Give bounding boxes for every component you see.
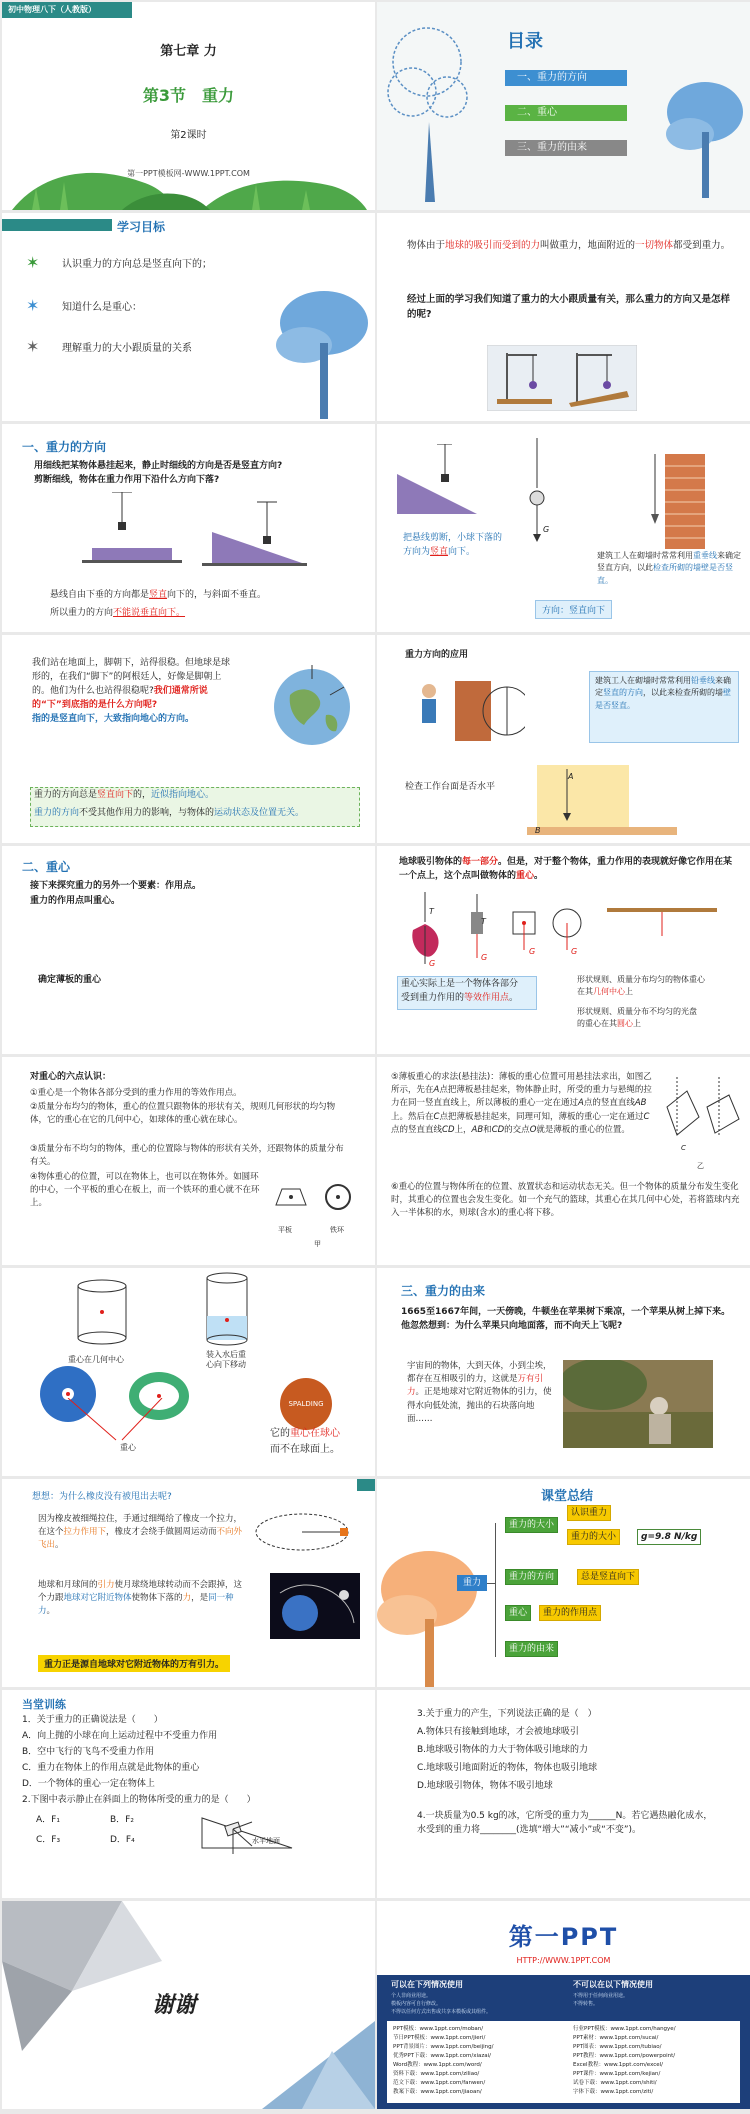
text-run: 。 (509, 992, 519, 1003)
text-run: 地球的吸引而受到的力 (445, 240, 541, 251)
cg-intro-1: 接下来探究重力的另外一个要素：作用点。 (30, 881, 202, 891)
text-run: 引力 (97, 1580, 115, 1590)
goal-1: 认识重力的方向总是竖直向下的； (62, 259, 212, 270)
text-run: 建筑工人在砌墙时常常利用 (597, 551, 693, 560)
text-run: 地球和月球间的 (38, 1580, 98, 1590)
question-1: 1．关于重力的正确说法是（ ） (22, 1715, 163, 1725)
text-run: 上 (625, 987, 633, 997)
text-run: 几何中心 (593, 987, 625, 997)
ground-label: 水平地面 (252, 1837, 280, 1845)
text-run: 。正是地球对它附近物体的引力，使得水向低处流，抛出的石块落向地面…… (407, 1387, 552, 1424)
text-run: 重心在球心 (290, 1428, 340, 1439)
cg-figures (407, 892, 737, 972)
question-2: 2.下图中表示静止在斜面上的物体所受的重力的是（ ） (22, 1795, 256, 1805)
text-run: 重心实际上是一个物体各部分 (401, 979, 519, 989)
text-run: 悬线自由下垂的方向都是 (50, 590, 150, 600)
link-item[interactable]: PPT课件：www.1ppt.com/kejian/ (573, 2071, 661, 2077)
connector (487, 1583, 495, 1584)
practice-title: 当堂训练 (22, 1698, 66, 1711)
text-run: ，是 (191, 1593, 209, 1604)
text-run: 向下的，与斜面不垂直。 (167, 590, 267, 600)
text-run: 不向外飞出 (38, 1527, 243, 1551)
goals-title: 学习目标 (117, 220, 166, 234)
pendulum-figure (487, 345, 637, 411)
section-heading: 二、重心 (22, 860, 71, 874)
cg-definition (399, 856, 739, 884)
text-run: 重力的方向总是 (34, 790, 98, 800)
brick-wall-figure (635, 444, 715, 554)
root-node: 重力 (457, 1575, 487, 1591)
text-run: 所以重力的方向 (50, 608, 114, 618)
section-heading: 三、重力的由来 (401, 1284, 486, 1298)
link-item[interactable]: PPT教程：www.1ppt.com/powerpoint/ (573, 2053, 676, 2059)
ring-label: 铁环 (330, 1226, 344, 1234)
question-4: 4.一块质量为0.5 kg的冰，它所受的重力为______N。若它遇热融化成水，水受到的重力将________(选填“增大”“减小”或“不变”)。 (417, 1811, 713, 1835)
text-run: 是否竖直。 (595, 700, 635, 710)
text-run: 都受到重力。 (673, 240, 731, 251)
text-run: 的重心在其 (577, 1019, 617, 1029)
text-run: 上 (633, 1019, 641, 1029)
summary-line-1 (34, 789, 360, 803)
slide-gravity-direction (2, 424, 375, 632)
text-run: 地球吸引物体的 (399, 857, 463, 867)
plate-ring-figure (272, 1175, 362, 1225)
text-run: 地球对它附近物体 (63, 1593, 132, 1604)
text-run: 不能说垂直向下。 (113, 608, 186, 618)
option-d[interactable]: D．一个物体的重心一定在物体上 (22, 1779, 155, 1789)
text-run: 不受其他作用力的影响，与物体的 (79, 808, 215, 818)
text-run: 力 (182, 1593, 192, 1604)
weight-label: G (429, 959, 436, 968)
slide-summary (377, 1479, 750, 1687)
link-item[interactable]: 范文下载：www.1ppt.com/fanwen/ (393, 2080, 486, 2086)
slide-practice-2 (377, 1690, 750, 1898)
text-run: 检查所砌的墙壁是否竖直。 (597, 563, 733, 585)
text-run: 拉力作用下 (63, 1527, 107, 1538)
node-g-value: g=9.8 N/kg (637, 1529, 701, 1545)
label-a: A (568, 772, 574, 781)
disallowed-item: 不得转售。 (573, 2001, 599, 2007)
star-blue-icon: ✶ (26, 296, 40, 315)
figure-label: 乙 (697, 1162, 704, 1170)
gravity-question: 经过上面的学习我们知道了重力的大小跟质量有关，那么重力的方向又是怎样的呢? (407, 294, 731, 320)
allowed-item: 个人非商业用途。 (391, 1993, 432, 1999)
section-title: 第3节 重力 (142, 86, 235, 105)
text-run: 指的是竖直向下，大致指向地心的方向。 (32, 713, 195, 724)
suspension-figure (657, 1077, 747, 1157)
text-run: AB (471, 1124, 484, 1135)
text-run: 重心 (516, 870, 535, 881)
text-run: 来确定 (595, 676, 731, 698)
links-column-1 (393, 2025, 563, 2097)
text-run: ⑤薄板重心的求法(悬挂法)：薄板的重心位置可用悬挂法求出，如图乙所示，先在 (391, 1072, 652, 1096)
application-title: 重力方向的应用 (405, 650, 469, 660)
g-label: G (543, 525, 550, 534)
answer-2 (50, 607, 370, 621)
text-run: 物体由于 (407, 240, 446, 251)
level-check-label: 检查工作台面是否水平 (405, 782, 496, 792)
text-run: 形状规则、质量分布不均匀的光盘 (577, 1007, 697, 1016)
node-cg: 重心 (505, 1605, 531, 1621)
text-run: 受到重力作用的 (401, 992, 465, 1003)
link-item[interactable]: PPT素材：www.1ppt.com/sucai/ (573, 2035, 659, 2041)
slide-gravity-intro (377, 213, 750, 421)
weight-label: G (571, 947, 578, 956)
text-run: O (529, 1124, 537, 1135)
option-c[interactable]: C．重力在物体上的作用点就是此物体的重心 (22, 1763, 200, 1773)
text-run: 竖直向下 (97, 790, 134, 800)
eraser-explanation (38, 1513, 248, 1553)
contents-item-1[interactable]: 一、重力的方向 (505, 70, 627, 86)
links-column-2 (573, 2025, 738, 2097)
weight-label: G (481, 953, 488, 962)
point-2: ②质量分布均匀的物体，重心的位置只跟物体的形状有关，规则几何形状的均匀物体，它的重心在它的几何中心，如球体的重心就在球心。 (30, 1102, 336, 1126)
pointer-lines (62, 1398, 172, 1448)
point-4: ④物体重心的位置，可以在物体上，也可以在物体外。如圆环的中心，一个平板的重心在板上，而一个铁环的重心就不在环上。 (30, 1172, 260, 1209)
text-run: 而不在球面上。 (270, 1444, 340, 1455)
text-run: 心向下移动 (206, 1360, 246, 1370)
point-1: ①重心是一个物体各部分受到的重力作用的等效作用点。 (30, 1088, 242, 1098)
eraser-swing-figure (252, 1507, 352, 1557)
text-run: 近似指向地心。 (151, 790, 215, 800)
slide-think (2, 1479, 375, 1687)
text-run: 点把薄板悬挂起来，物体静止时，所受的重力与悬绳的拉力在同一竖直直线上，所以薄板的重心一定在通过 (391, 1085, 652, 1109)
text-run: 。 (534, 870, 544, 881)
text-run: 向下。 (448, 546, 476, 557)
text-run: 点把薄板悬挂起来，同理可知，薄板的重心一定在通过 (439, 1111, 644, 1122)
text-run: 上， (454, 1124, 472, 1135)
contents-title: 目录 (507, 31, 543, 52)
fall-direction-text (403, 532, 523, 560)
text-run: 它的 (270, 1428, 290, 1439)
basketball: SPALDING (280, 1378, 332, 1430)
lesson-label: 第2课时 (170, 130, 207, 141)
link-item[interactable]: Word教程：www.1ppt.com/word/ (393, 2062, 482, 2068)
node-know: 认识重力 (567, 1505, 611, 1521)
cg-intro-2: 重力的作用点叫重心。 (30, 896, 121, 906)
heading-bar (2, 219, 112, 231)
slide-practice-1 (2, 1690, 375, 1898)
goal-3: 理解重力的大小跟质量的关系 (62, 343, 192, 354)
label-b: B (535, 826, 541, 835)
text-run: 的， (133, 790, 152, 800)
point-c-label: C (681, 1144, 686, 1152)
text-run: 重力的方向 (34, 808, 80, 818)
course-badge: 初中物理八下（人教版） (2, 2, 132, 18)
text-run: 壁 (723, 688, 731, 698)
slide-earth-down (2, 635, 375, 843)
star-green-icon: ✶ (26, 253, 40, 272)
text-run: 就是薄板的重心的位置。 (536, 1124, 630, 1135)
text-run: 运动状态及位置无关。 (214, 808, 305, 818)
text-run: AB (634, 1098, 647, 1109)
slide-cg-definition (377, 846, 750, 1054)
disallowed-item: 不得用于任何商业用途。 (573, 1993, 629, 1999)
brand-logo: 第一PPT (508, 1923, 619, 1951)
contents-item-3[interactable]: 三、重力的由来 (505, 140, 627, 156)
link-item[interactable]: PPT模板：www.1ppt.com/moban/ (393, 2026, 484, 2032)
regular-shape-note (577, 974, 747, 999)
slide-gravity-origin (377, 1268, 750, 1476)
application-note-text (595, 675, 737, 712)
hanging-block-figures (82, 492, 312, 572)
text-run: CD (491, 1124, 505, 1135)
disc-note (577, 1006, 747, 1031)
text-run: 把悬线剪断，小球下落的 (403, 533, 503, 543)
node-origin: 重力的由来 (505, 1641, 558, 1657)
text-run: 装入水后重 (206, 1350, 246, 1359)
text-run: C (643, 1111, 650, 1122)
globe-figure (270, 665, 354, 749)
text-run: A (578, 1098, 584, 1109)
slide-cg-examples (2, 1268, 375, 1476)
slide-center-of-gravity (2, 846, 375, 1054)
text-run: 竖直的方向 (603, 688, 643, 698)
allowed-item: 不得以任何方式出售或共享本模板或其组件。 (391, 2009, 492, 2015)
text-run: 在其 (577, 987, 593, 997)
tree-illustration (274, 283, 374, 421)
text-run: 使月球绕地球转动而不会跟掉，这个力跟 (38, 1580, 243, 1604)
points-title: 对重心的六点认识： (30, 1072, 112, 1082)
slide-contents (377, 2, 750, 210)
text-run: 每一部分 (462, 857, 499, 867)
link-item[interactable]: 字体下载：www.1ppt.com/ziti/ (573, 2089, 654, 2095)
allowed-item: 模板内容可自行修改。 (391, 2001, 442, 2007)
tension-label: T (481, 917, 486, 926)
link-item[interactable]: PPT背景图片：www.1ppt.com/beijing/ (393, 2044, 494, 2050)
tree-illustration-right (660, 72, 750, 202)
text-run: CD (442, 1124, 455, 1135)
link-item[interactable]: 节日PPT模板：www.1ppt.com/jieri/ (393, 2035, 486, 2041)
text-run: 的交点 (504, 1124, 530, 1135)
text-run: ，橡皮才会绕手做圆周运动而 (106, 1527, 217, 1538)
question-2: 剪断细线，物体在重力作用下沿什么方向下落? (34, 475, 220, 485)
think-question: 想想：为什么橡皮没有被甩出去呢? (32, 1492, 172, 1502)
text-run: 上。然后在 (391, 1111, 434, 1122)
option-b[interactable]: B．F₂ (110, 1815, 134, 1825)
grass-decoration (2, 152, 375, 210)
question-3: 3.关于重力的产生，下列说法正确的是（ ） (417, 1709, 597, 1719)
moon-explanation (38, 1579, 248, 1619)
direction-badge: 方向：竖直向下 (535, 600, 612, 619)
text-run: C (433, 1111, 440, 1122)
text-run: 竖直 (430, 546, 449, 557)
text-run: 我们站在地面上，脚朝下，站得很稳。但地球是球形的，在我们“脚下”的阿根廷人，好像是脚朝上的。他们为什么也站得很稳呢? (32, 658, 231, 696)
goal-2: 知道什么是重心： (62, 302, 142, 313)
newton-story: 1665至1667年间，一天傍晚，牛顿坐在苹果树下乘凉，一个苹果从树上掉下来。他忽然想到：为什么苹果只向地面落，而不向天上飞呢? (401, 1307, 731, 1331)
text-run: 叫做重力，地面附近的 (540, 240, 636, 251)
text-run: 和 (483, 1124, 492, 1135)
slide-thanks (2, 1901, 375, 2109)
tree-decoration (377, 1519, 487, 1687)
tree-illustration (377, 2, 487, 210)
text-run: 使物体下落的 (131, 1593, 183, 1604)
text-run: 等效作用点 (464, 992, 510, 1003)
water-label (206, 1350, 246, 1371)
slide-suspension-method (377, 1057, 750, 1265)
option-c[interactable]: C．F₃ (36, 1835, 61, 1845)
text-run: 。 (46, 1606, 56, 1617)
text-run: A (433, 1085, 440, 1096)
cylinder-figure (72, 1278, 132, 1348)
summary-line-2 (34, 807, 360, 821)
slide-learning-goals (2, 213, 375, 421)
weight-label: G (529, 947, 536, 956)
text-run: 竖直 (149, 590, 168, 600)
text-run: 重垂线 (693, 551, 717, 560)
option-b[interactable]: B.地球吸引物体的力大于物体吸引地球的力 (417, 1745, 589, 1755)
figure-label: 甲 (314, 1240, 321, 1248)
slide-cg-points (2, 1057, 375, 1265)
slide-plumb-line (377, 424, 750, 632)
text-run: 圆心 (617, 1019, 633, 1029)
cg-highlight-text (401, 978, 535, 1006)
connector (495, 1523, 496, 1657)
allowed-heading: 可以在下列情况使用 (391, 1980, 463, 1989)
section-heading: 一、重力的方向 (22, 440, 107, 454)
cut-string-figure (397, 444, 487, 524)
brand-url: HTTP://WWW.1PPT.COM (516, 1956, 611, 1965)
slide-title (2, 2, 375, 210)
text-run: 。 (55, 1540, 64, 1551)
cg-position-text: ⑥重心的位置与物体所在的位置、放置状态和运动状态无关。但一个物体的质量分布发生变化时，其重心的位置也会发生变化。如一个充气的篮球，其重心在其几何中心处，若将篮球内充入一半体积的水，则球(含水)的重心将下移。 (391, 1182, 740, 1219)
link-item[interactable]: PPT图表：www.1ppt.com/tubiao/ (573, 2044, 662, 2050)
ball-fall-figure (517, 438, 557, 548)
filled-cylinder-figure (202, 1270, 252, 1350)
cg-label: 重心 (120, 1443, 136, 1452)
earth-moon-figure (270, 1573, 360, 1639)
universal-gravitation-text (407, 1360, 557, 1426)
text-run: 因为橡皮被细绳拉住，手通过细绳给了橡皮一个拉力，在这个 (38, 1514, 243, 1538)
text-run: 点的竖直直线 (583, 1098, 635, 1109)
node-direction-value: 总是竖直向下 (577, 1569, 639, 1585)
node-magnitude: 重力的大小 (567, 1529, 620, 1545)
text-run: 铅垂线 (691, 676, 715, 685)
text-run: 一切物体 (635, 240, 674, 251)
star-gray-icon: ✶ (26, 337, 40, 356)
cg-method: 确定薄板的重心 (38, 975, 102, 985)
link-item[interactable]: 优秀PPT下载：www.1ppt.com/xiazai/ (393, 2053, 492, 2059)
conclusion-banner: 重力正是源自地球对它附近物体的万有引力。 (38, 1655, 230, 1672)
text-run: 宇宙间的物体，大到天体，小到尘埃，都存在互相吸引的力，这就是 (407, 1361, 552, 1385)
credit-text: 第一PPT模板网-WWW.1PPT.COM (127, 169, 250, 178)
chapter-title: 第七章 力 (160, 44, 217, 59)
thanks-text: 谢谢 (152, 1993, 197, 2018)
node-cg-value: 重力的作用点 (539, 1605, 601, 1621)
text-run: 方向为 (403, 546, 431, 557)
ball-note (270, 1426, 340, 1458)
answer-1 (50, 589, 370, 603)
slide-direction-application (377, 635, 750, 843)
option-b[interactable]: B．空中飞行的飞鸟不受重力作用 (22, 1747, 155, 1757)
level-check-figure (527, 755, 677, 843)
worker-text (597, 550, 745, 587)
text-run: ，以此来检查所砌的墙 (643, 688, 723, 698)
option-a[interactable]: A．向上抛的小球在向上运动过程中不受重力作用 (22, 1731, 218, 1741)
text-run: 形状规则、质量分布均匀的物体重心 (577, 975, 705, 984)
tension-label: T (429, 907, 434, 916)
link-item[interactable]: 试卷下载：www.1ppt.com/shiti/ (573, 2080, 657, 2086)
newton-photo (563, 1360, 713, 1448)
corner-accent (357, 1479, 375, 1491)
text-run: 来确定竖直方向，以此 (597, 551, 741, 573)
question-1: 用细线把某物体悬挂起来，静止时细线的方向是否是竖直方向? (34, 461, 283, 471)
text-run: 。但是，对于整个物体，重力作用的表现就好像它作用在某一个点上，这个点叫做物体的 (399, 857, 733, 881)
cylinder-label: 重心在几何中心 (68, 1355, 124, 1364)
plate-label: 平板 (278, 1226, 292, 1234)
point-3: ③质量分布不均匀的物体，重心的位置除与物体的形状有关外，还跟物体的质量分布有关。 (30, 1144, 344, 1168)
text-run: 建筑工人在砌墙时常常利用 (595, 676, 691, 685)
option-a[interactable]: A.物体只有接触到地球，才会被地球吸引 (417, 1727, 579, 1737)
option-c[interactable]: C.地球吸引地面附近的物体，物体也吸引地球 (417, 1763, 598, 1773)
link-item[interactable]: 资料下载：www.1ppt.com/ziliao/ (393, 2071, 480, 2077)
suspension-text (391, 1071, 653, 1137)
gravity-definition (407, 239, 732, 254)
link-item[interactable]: 行业PPT模板：www.1ppt.com/hangye/ (573, 2026, 676, 2032)
incline-force-figure (192, 1808, 302, 1858)
link-item[interactable]: 教案下载：www.1ppt.com/jiaoan/ (393, 2089, 482, 2095)
link-item[interactable]: Excel教程：www.1ppt.com/excel/ (573, 2062, 664, 2068)
text-run: 万有引力 (407, 1374, 544, 1398)
contents-item-2[interactable]: 二、重心 (505, 105, 627, 121)
summary-title: 课堂总结 (540, 1489, 593, 1504)
option-d[interactable]: D．F₄ (110, 1835, 135, 1845)
text-run: 点的竖直直线 (391, 1124, 443, 1135)
option-d[interactable]: D.地球吸引物体，物体不吸引地球 (417, 1781, 553, 1791)
text-run: 我们通常所说的“下”到底指的是什么方向呢? (32, 685, 208, 710)
text-run: 同一种力 (38, 1593, 234, 1617)
node-direction: 重力的方向 (505, 1569, 558, 1585)
worker-wall-figure (405, 671, 525, 741)
option-a[interactable]: A．F₁ (36, 1815, 60, 1825)
slide-credits (377, 1901, 750, 2109)
disallowed-heading: 不可以在以下情况使用 (573, 1980, 653, 1989)
node-size: 重力的大小 (505, 1517, 558, 1533)
earth-paragraph (32, 657, 232, 727)
